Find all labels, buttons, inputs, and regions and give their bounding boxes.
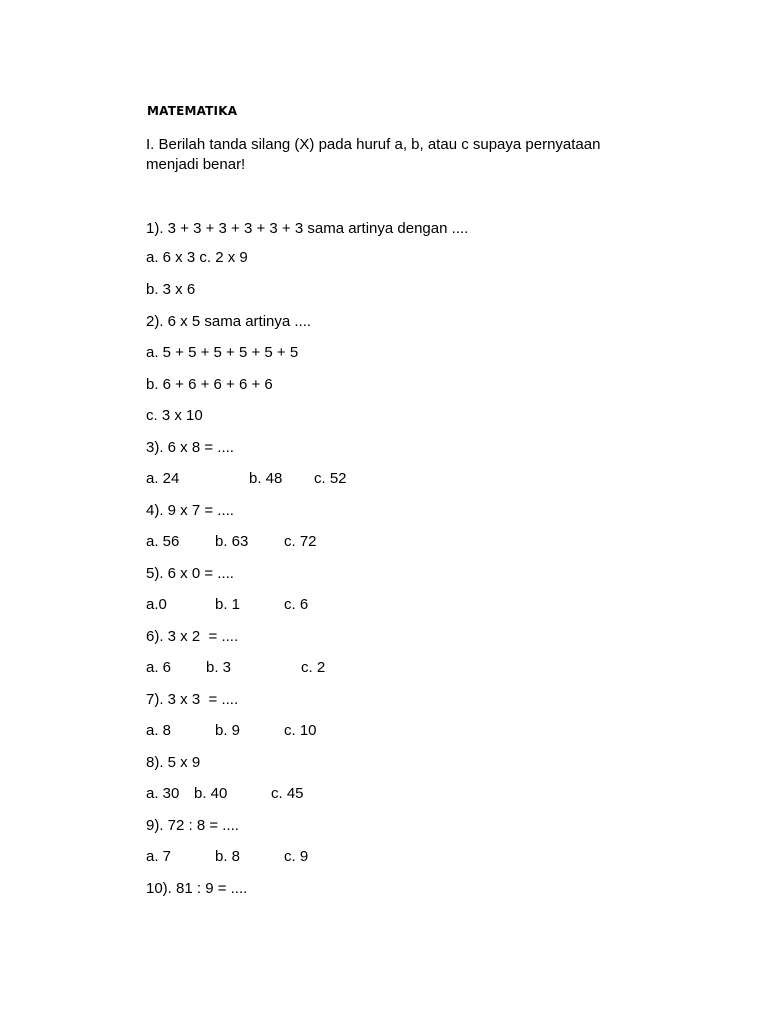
question-3-option-b: b. 48: [249, 470, 283, 487]
question-8: 8). 5 x 9: [146, 754, 201, 771]
question-6-option-a: a. 6: [146, 659, 172, 676]
question-2-option-b: b. 6 + 6 + 6 + 6 + 6: [146, 376, 273, 393]
question-5-option-c: c. 6: [284, 596, 309, 613]
document-title: MATEMATIKA: [147, 104, 238, 118]
question-7-option-c: c. 10: [284, 722, 317, 739]
question-2-option-a: a. 5 + 5 + 5 + 5 + 5 + 5: [146, 344, 299, 361]
question-9-option-a: a. 7: [146, 848, 172, 865]
question-3: 3). 6 x 8 = ....: [146, 439, 234, 456]
question-4-option-b: b. 63: [215, 533, 249, 550]
question-5-option-a: a.0: [146, 596, 167, 613]
question-6: 6). 3 x 2 = ....: [146, 628, 239, 645]
question-7-option-a: a. 8: [146, 722, 172, 739]
question-7: 7). 3 x 3 = ....: [146, 691, 239, 708]
question-4-option-a: a. 56: [146, 533, 180, 550]
question-2-option-c: c. 3 x 10: [146, 407, 203, 424]
question-9-option-b: b. 8: [215, 848, 241, 865]
question-9-option-c: c. 9: [284, 848, 309, 865]
instruction-text: I. Berilah tanda silang (X) pada huruf a, b, atau c supaya pernyataan menjadi benar!: [146, 136, 601, 173]
question-6-option-b: b. 3: [206, 659, 232, 676]
question-1-option-line-2: b. 3 x 6: [146, 281, 196, 298]
question-4-option-c: c. 72: [284, 533, 317, 550]
question-5: 5). 6 x 0 = ....: [146, 565, 234, 582]
question-7-option-b: b. 9: [215, 722, 241, 739]
question-8-option-a: a. 30: [146, 785, 180, 802]
question-5-option-b: b. 1: [215, 596, 241, 613]
question-9: 9). 72 : 8 = ....: [146, 817, 239, 834]
question-3-option-c: c. 52: [314, 470, 347, 487]
question-1: 1). 3 + 3 + 3 + 3 + 3 + 3 sama artinya dengan ....: [146, 220, 469, 237]
question-1-option-line-1: a. 6 x 3 c. 2 x 9: [146, 249, 248, 266]
question-8-option-c: c. 45: [271, 785, 304, 802]
question-8-option-b: b. 40: [194, 785, 228, 802]
question-3-option-a: a. 24: [146, 470, 180, 487]
question-2: 2). 6 x 5 sama artinya ....: [146, 313, 312, 330]
question-6-option-c: c. 2: [301, 659, 326, 676]
question-10: 10). 81 : 9 = ....: [146, 880, 248, 897]
question-4: 4). 9 x 7 = ....: [146, 502, 234, 519]
